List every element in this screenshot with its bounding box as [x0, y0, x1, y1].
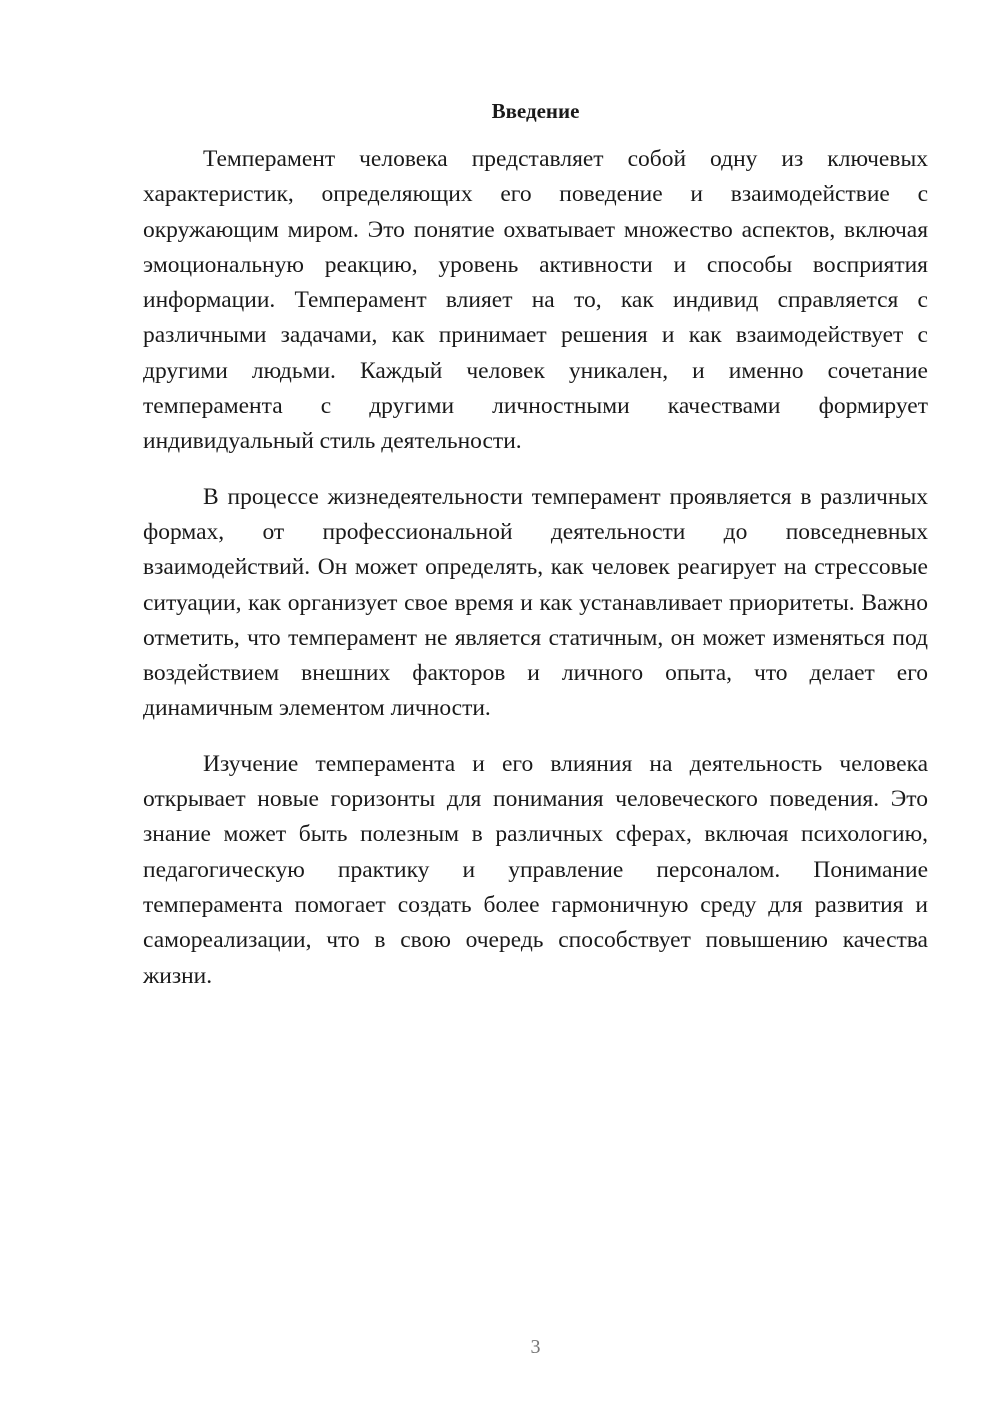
page-number: 3	[530, 1336, 541, 1358]
body-text	[143, 142, 928, 1014]
paragraph-2: В процессе жизнедеятельности темперамент проявляется в различных формах, от профессиональной деятельности до повседневных взаимодействий. Он может определять, как человек реагирует на стрессовые ситуации, как организует свое время и как устанавливает приоритеты. Важно отметить, что темперамент не является статичным, он может изменяться под воздействием внешних факторов и личного опыта, что делает его динамичным элементом личности.	[143, 483, 928, 722]
section-heading: Введение	[491, 99, 580, 123]
paragraph-1: Темперамент человека представляет собой одну из ключевых характеристик, определяющих его поведение и взаимодействие с окружающим миром. Это понятие охватывает множество аспектов, включая эмоциональную реакцию, уровень активности и способы восприятия информации. Темперамент влияет на то, как индивид справляется с различными задачами, как принимает решения и как взаимодействует с другими людьми. Каждый человек уникален, и именно сочетание темперамента с другими личностными качествами формирует индивидуальный стиль деятельности.	[143, 146, 928, 455]
paragraph-3: Изучение темперамента и его влияния на деятельность человека открывает новые горизонты для понимания человеческого поведения. Это знание может быть полезным в различных сферах, включая психологию, педагогическую практику и управление персоналом. Понимание темперамента помогает создать более гармоничную среду для развития и самореализации, что в свою очередь способствует повышению качества жизни.	[143, 750, 928, 989]
